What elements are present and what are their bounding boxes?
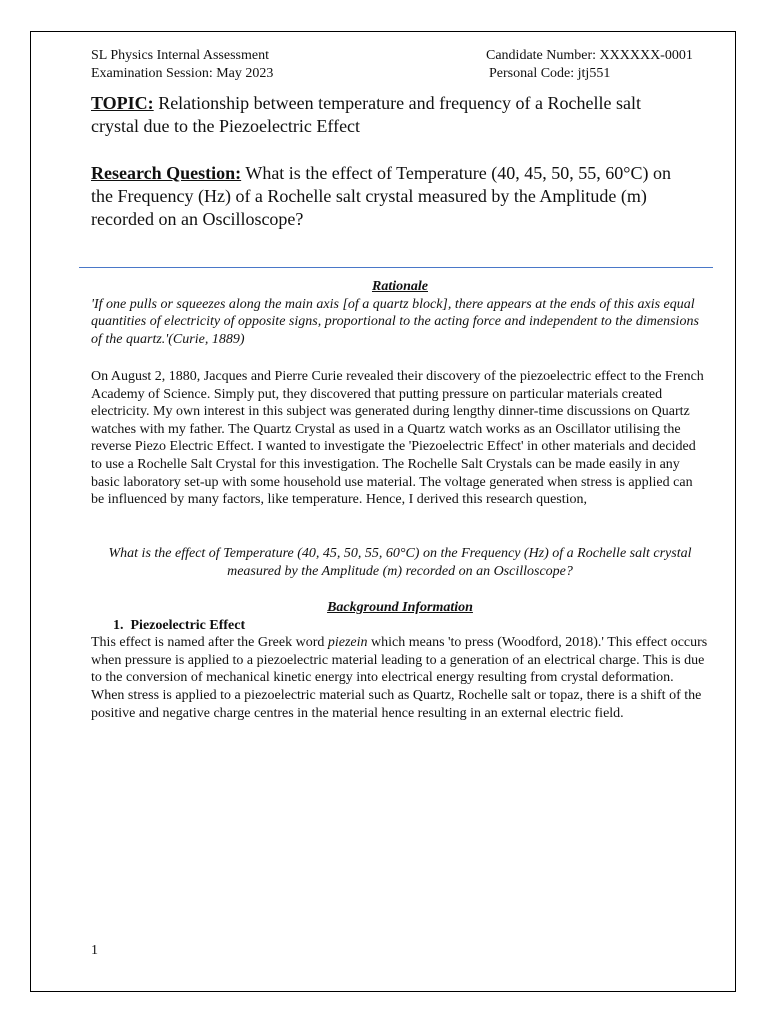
topic-label: TOPIC: <box>91 93 154 113</box>
exam-session: Examination Session: May 2023 <box>91 66 274 81</box>
document-header-area <box>91 47 711 231</box>
header-left <box>91 47 421 83</box>
header-right <box>486 47 711 83</box>
rationale-section <box>91 278 709 348</box>
research-question-text: What is the effect of Temperature (40, 45, 50, 55, 60°C) on the Frequency (Hz) of a Rochelle salt crystal measured by the Amplitude (m) recorded on an Oscilloscope? <box>91 163 671 229</box>
page-number: 1 <box>91 943 98 958</box>
item-number: 1. <box>113 617 124 633</box>
background-text-italic: piezein <box>327 635 368 651</box>
section-divider <box>79 267 713 268</box>
research-question <box>91 162 691 231</box>
background-text-b: which means 'to press (Woodford, 2018).' This effect occurs when pressure is applied to a piezoelectric material leading to a generation of an electrical charge. This is due to the conversion of mechanical kinetic energy into electrical energy resulting from crystal deformation. When stress is applied to a piezoelectric material such as Quartz, Rochelle salt or topaz, there is a shift of the positive and negative charge centres in the material hence resulting in an external electric field. <box>91 635 708 721</box>
background-title: Background Information <box>327 600 473 615</box>
topic-text: Relationship between temperature and frequency of a Rochelle salt crystal due to the Piezoelectric Effect <box>91 93 641 136</box>
rationale-title: Rationale <box>371 279 428 294</box>
course-title: SL Physics Internal Assessment <box>91 48 269 63</box>
research-question-restated: What is the effect of Temperature (40, 45, 50, 55, 60°C) on the Frequency (Hz) of a Rochelle salt crystal measured by the Amplitude (m) recorded on an Oscilloscope? <box>108 546 692 579</box>
background-text-a: This effect is named after the Greek word <box>91 635 328 651</box>
curie-quote: 'If one pulls or squeezes along the main axis [of a quartz block], there appears at the ends of this axis equal quantities of electricity of opposite signs, proportional to the acting force and independent to the dimensions of the quartz.'(Curie, 1889) <box>91 296 699 347</box>
item-title: Piezoelectric Effect <box>130 617 246 633</box>
header <box>91 47 711 83</box>
topic <box>91 92 691 138</box>
candidate-number: Candidate Number: XXXXXX-0001 <box>486 48 693 63</box>
rationale-paragraph: On August 2, 1880, Jacques and Pierre Curie revealed their discovery of the piezoelectric effect to the French Academy of Science. Simply put, they discovered that putting pressure on particular materials created electricity. My own interest in this subject was generated during lengthy dinner-time discussions on Quartz watches with my father. The Quartz Crystal as used in a Quartz watch works as an Oscillator utilising the reverse Piezo Electric Effect. I wanted to investigate the 'Piezoelectric Effect' in other materials and decided to use a Rochelle Salt Crystal for this investigation. The Rochelle Salt Crystals can be made easily in any basic laboratory set-up with some household use material. The voltage generated when stress is applied can be influenced by many factors, like temperature. Hence, I derived this research question, <box>91 369 704 508</box>
personal-code: Personal Code: jtj551 <box>489 66 611 81</box>
background-paragraph <box>91 634 709 722</box>
background-section <box>91 599 709 722</box>
background-item-1 <box>91 617 709 635</box>
research-question-label: Research Question: <box>91 163 242 183</box>
